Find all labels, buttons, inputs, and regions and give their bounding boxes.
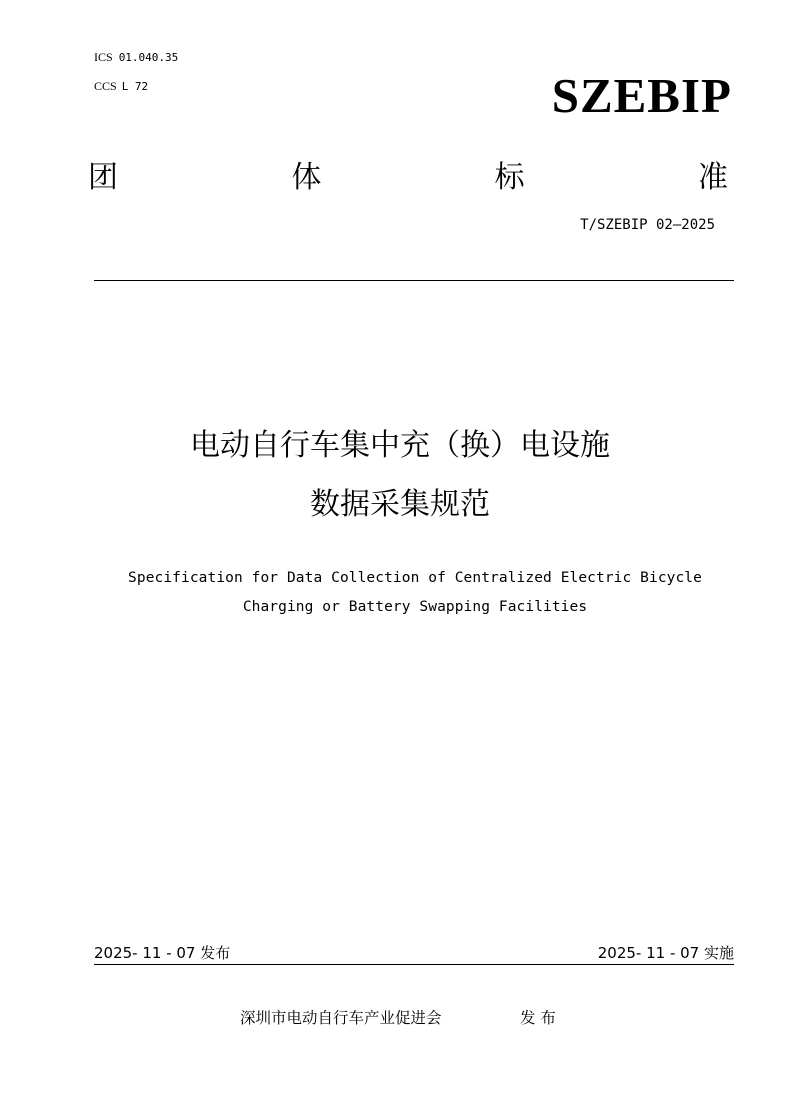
standard-type-char: 体 <box>291 160 322 195</box>
ics-code <box>94 50 178 65</box>
standard-number: T/SZEBIP 02—2025 <box>580 217 715 233</box>
ccs-code <box>94 79 148 94</box>
ccs-label: CCS <box>94 79 117 93</box>
implementation-date: 2025- 11 - 07 实施 <box>597 944 734 962</box>
standard-type-char: 团 <box>88 160 118 195</box>
bottom-divider <box>94 964 734 965</box>
ics-label: ICS <box>94 50 113 64</box>
publish-label: 发 布 <box>520 1009 556 1027</box>
brand-logo: SZEBIP <box>551 68 732 123</box>
title-en-line1: Specification for Data Collection of Centralized Electric Bicycle <box>128 570 702 586</box>
title-cn-line2: 数据采集规范 <box>310 487 490 522</box>
standard-type <box>88 160 728 196</box>
publisher-name: 深圳市电动自行车产业促进会 <box>240 1009 442 1027</box>
title-cn-line1: 电动自行车集中充（换）电设施 <box>190 428 610 463</box>
ccs-value: L 72 <box>121 80 149 93</box>
issue-date: 2025- 11 - 07 发布 <box>94 944 231 962</box>
ics-value: 01.040.35 <box>118 51 179 64</box>
top-divider <box>94 280 734 281</box>
standard-type-char: 标 <box>494 160 525 195</box>
title-en-line2: Charging or Battery Swapping Facilities <box>242 599 588 615</box>
standard-type-char: 准 <box>697 160 728 195</box>
